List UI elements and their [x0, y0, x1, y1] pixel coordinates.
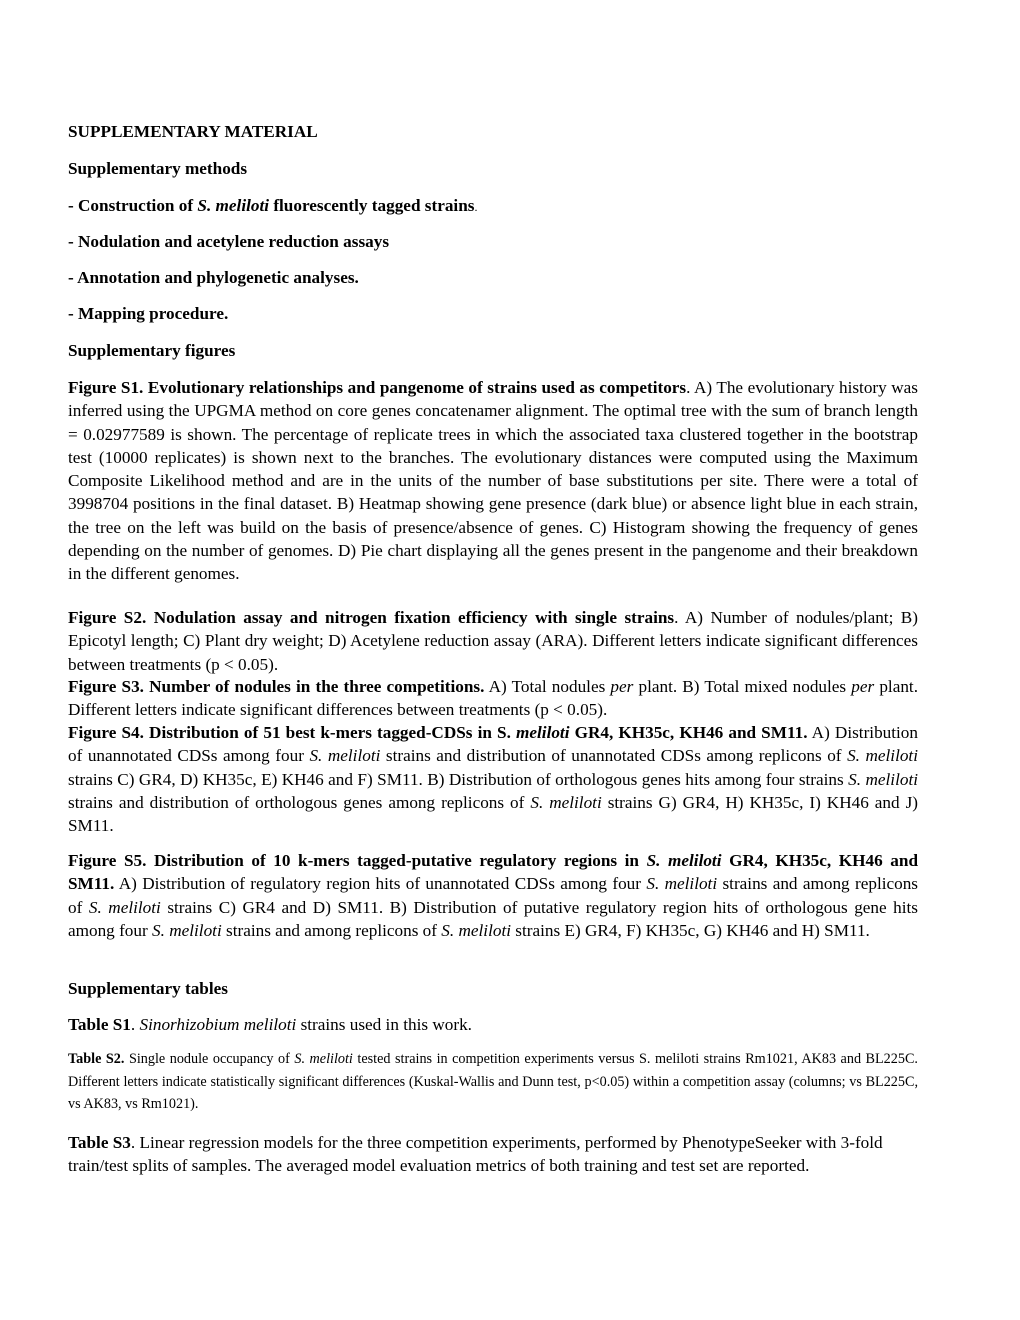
table-s2-label: Table S2. [68, 1051, 125, 1067]
table-s3-label: Table S3 [68, 1133, 131, 1152]
figures-heading: Supplementary figures [68, 341, 236, 360]
table-s1-label: Table S1 [68, 1015, 131, 1034]
figure-s1-caption: Figure S1. Evolutionary relationships and pangenome of strains used as competitors. A) The evolutionary history was inferred using the UPGMA method on core genes concatenamer alignment. The optimal tree with the sum of branch length = 0.02977589 is shown. The percentage of replicate trees in which the associated taxa clustered together in the bootstrap test (10000 replicates) is shown next to the branches. The evolutionary distances were computed using the Maximum Composite Likelihood method and are in the units of the number of base substitutions per site. There were a total of 3998704 positions in the final dataset. B) Heatmap showing gene presence (dark blue) or absence light blue in each strain, the tree on the left was build on the basis of presence/absence of genes. C) Histogram showing the frequency of genes depending on the number of genomes. D) Pie chart displaying all the genes present in the pangenome and their breakdown in the different genomes. [68, 378, 918, 584]
method-item-2: - Nodulation and acetylene reduction assays [68, 232, 390, 251]
method-item-4: - Mapping procedure. [68, 304, 229, 323]
figure-s2-title: Figure S2. Nodulation assay and nitrogen fixation efficiency with single strains [68, 608, 675, 627]
tables-heading: Supplementary tables [68, 979, 228, 998]
method-item-3: - Annotation and phylogenetic analyses. [68, 268, 359, 287]
table-s2-caption: Table S2. Single nodule occupancy of S. meliloti tested strains in competition experiments versus S. meliloti strains Rm1021, AK83 and BL225C. Different letters indicate statistically significant differences (Kuskal-Wallis and Dunn test, p<0.05) within a competition assay (columns; vs BL225C, vs AK83, vs Rm1021). [68, 1051, 918, 1112]
figure-s1-title: Figure S1. Evolutionary relationships and pangenome of strains used as competitors [68, 378, 687, 397]
figure-s5-title: Figure S5. Distribution of 10 k-mers tagged-putative regulatory regions in S. meliloti GR4, KH35c, KH46 and SM11. [68, 851, 919, 894]
figure-s3-caption: Figure S3. Number of nodules in the three competitions. A) Total nodules per plant. B) Total mixed nodules per plant. Different letters indicate significant differences between treatments (p < 0.05). [68, 677, 918, 720]
methods-heading: Supplementary methods [68, 159, 248, 178]
figure-s2-caption: Figure S2. Nodulation assay and nitrogen fixation efficiency with single strains. A) Number of nodules/plant; B) Epicotyl length; C) Plant dry weight; D) Acetylene reduction assay (ARA). Different letters indicate significant differences between treatments (p < 0.05). [68, 608, 918, 674]
figure-s4-caption: Figure S4. Distribution of 51 best k-mers tagged-CDSs in S. meliloti GR4, KH35c, KH46 and SM11. A) Distribution of unannotated CDSs among four S. meliloti strains and distribution of unannotated CDSs among replicons of S. meliloti strains C) GR4, D) KH35c, E) KH46 and F) SM11. B) Distribution of orthologous genes hits among four strains S. meliloti strains and distribution of orthologous genes among replicons of S. meliloti strains G) GR4, H) KH35c, I) KH46 and J) SM11. [68, 723, 918, 836]
figure-s4-title: Figure S4. Distribution of 51 best k-mers tagged-CDSs in S. meliloti GR4, KH35c, KH46 and SM11. [68, 723, 808, 742]
figure-s5-caption: Figure S5. Distribution of 10 k-mers tagged-putative regulatory regions in S. meliloti GR4, KH35c, KH46 and SM11. A) Distribution of regulatory region hits of unannotated CDSs among four S. meliloti strains and among replicons of S. meliloti strains C) GR4 and D) SM11. B) Distribution of putative regulatory region hits of orthologous gene hits among four S. meliloti strains and among replicons of S. meliloti strains E) GR4, F) KH35c, G) KH46 and H) SM11. [68, 851, 919, 940]
table-s3-caption: Table S3. Linear regression models for the three competition experiments, performed by PhenotypeSeeker with 3-fold train/test splits of samples. The averaged model evaluation metrics of both training and test set are reported. [68, 1133, 883, 1176]
table-s1-caption: Table S1. Sinorhizobium meliloti strains used in this work. [68, 1015, 472, 1034]
method-item-1: - Construction of S. meliloti fluorescently tagged strains. [68, 196, 478, 215]
figure-s3-title: Figure S3. Number of nodules in the three competitions. [68, 677, 485, 696]
document-title: SUPPLEMENTARY MATERIAL [68, 122, 318, 141]
